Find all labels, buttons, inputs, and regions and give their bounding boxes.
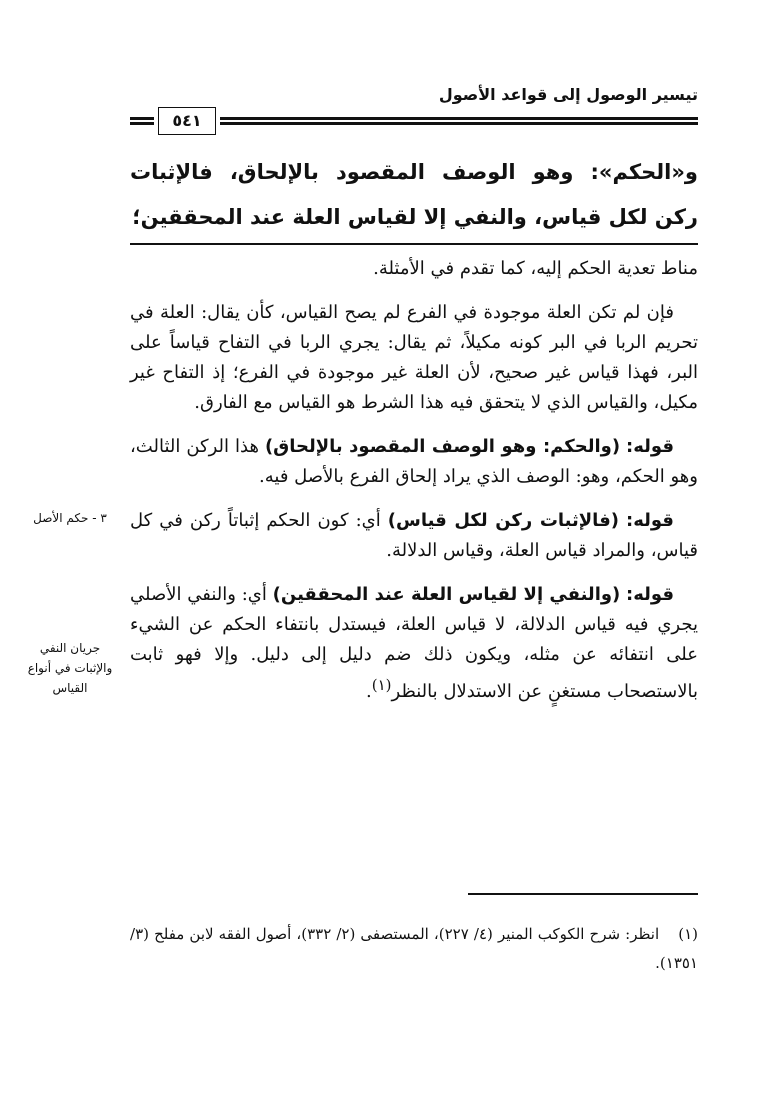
commentary-paragraph-4 [130,506,698,566]
commentary-text: أي: والنفي الأصلي يجري فيه قياس الدلالة، لا قياس العلة، فيستدل بانتفاء الحكم عن الشيء على انتفائه عن مثله، ويكون ذلك ضم دليل إلى دليل. وإلا فهو ثابت بالاستصحاب مستغنٍ عن الاستدلال بالنظر [130,584,698,702]
commentary-text: هذا الركن الثالث، وهو الحكم، وهو: الوصف الذي يراد إلحاق الفرع بالأصل فيه. [130,436,698,487]
matn-text: و«الحكم»: وهو الوصف المقصود بالإلحاق، فالإثبات ركن لكل قياس، والنفي إلا لقياس العلة عند المحققين؛ [130,160,698,229]
margin-note-jarayan: جريان النفي والإثبات في أنواع القياس [27,641,113,695]
commentary-paragraph-1: مناط تعدية الحكم إليه، كما تقدم في الأمثلة. [373,258,698,279]
header-rule-line-top [220,117,698,120]
commentary-text: أي: كون الحكم إثباتاً ركن في كل قياس، والمراد قياس العلة، وقياس الدلالة. [130,510,698,561]
sentence-end: . [366,681,372,702]
footnote-number: (١) [678,925,699,943]
header-rule-line-bottom [220,122,698,125]
commentary [130,254,698,721]
quoted-matn: (والحكم: وهو الوصف المقصود بالإلحاق) [264,436,621,457]
footnote-separator [468,893,698,895]
footnote-reference[interactable]: (١) [371,676,392,694]
commentary-paragraph-5 [130,580,698,707]
commentary-paragraph-2: فإن لم تكن العلة موجودة في الفرع لم يصح القياس، كأن يقال: العلة في تحريم الربا في البر كونه مكيلاً، ثم يقال: يجري الربا في التفاح قياساً على البر، فهذا قياس غير صحيح، لأن العلة غير موجودة في الفرع؛ إذ التفاح غير مكيل، والقياس الذي لا يتحقق فيه هذا الشرط هو القياس مع الفارق. [130,302,698,413]
page-number: ٥٤١ [158,107,216,135]
footnote-text: انظر: شرح الكوكب المنير (٤/ ٢٢٧)، المستصفى (٢/ ٣٣٢)، أصول الفقه لابن مفلح (٣/ ١٣٥١). [130,925,698,972]
quoted-matn: (فالإثبات ركن لكل قياس) [387,510,619,531]
quoted-matn: (والنفي إلا لقياس العلة عند المحققين) [272,584,621,605]
qawluhu-label: قوله: [626,510,674,531]
margin-note-hukm-al-asl: ٣ - حكم الأصل [33,511,107,525]
header-rule-left-segment [130,117,154,125]
header-rule [130,111,698,130]
commentary-paragraph-3 [130,432,698,492]
matn-separator [130,243,698,245]
running-title: تيسير الوصول إلى قواعد الأصول [438,85,698,104]
qawluhu-label: قوله: [626,436,674,457]
qawluhu-label: قوله: [626,584,674,605]
footnotes [130,920,698,978]
